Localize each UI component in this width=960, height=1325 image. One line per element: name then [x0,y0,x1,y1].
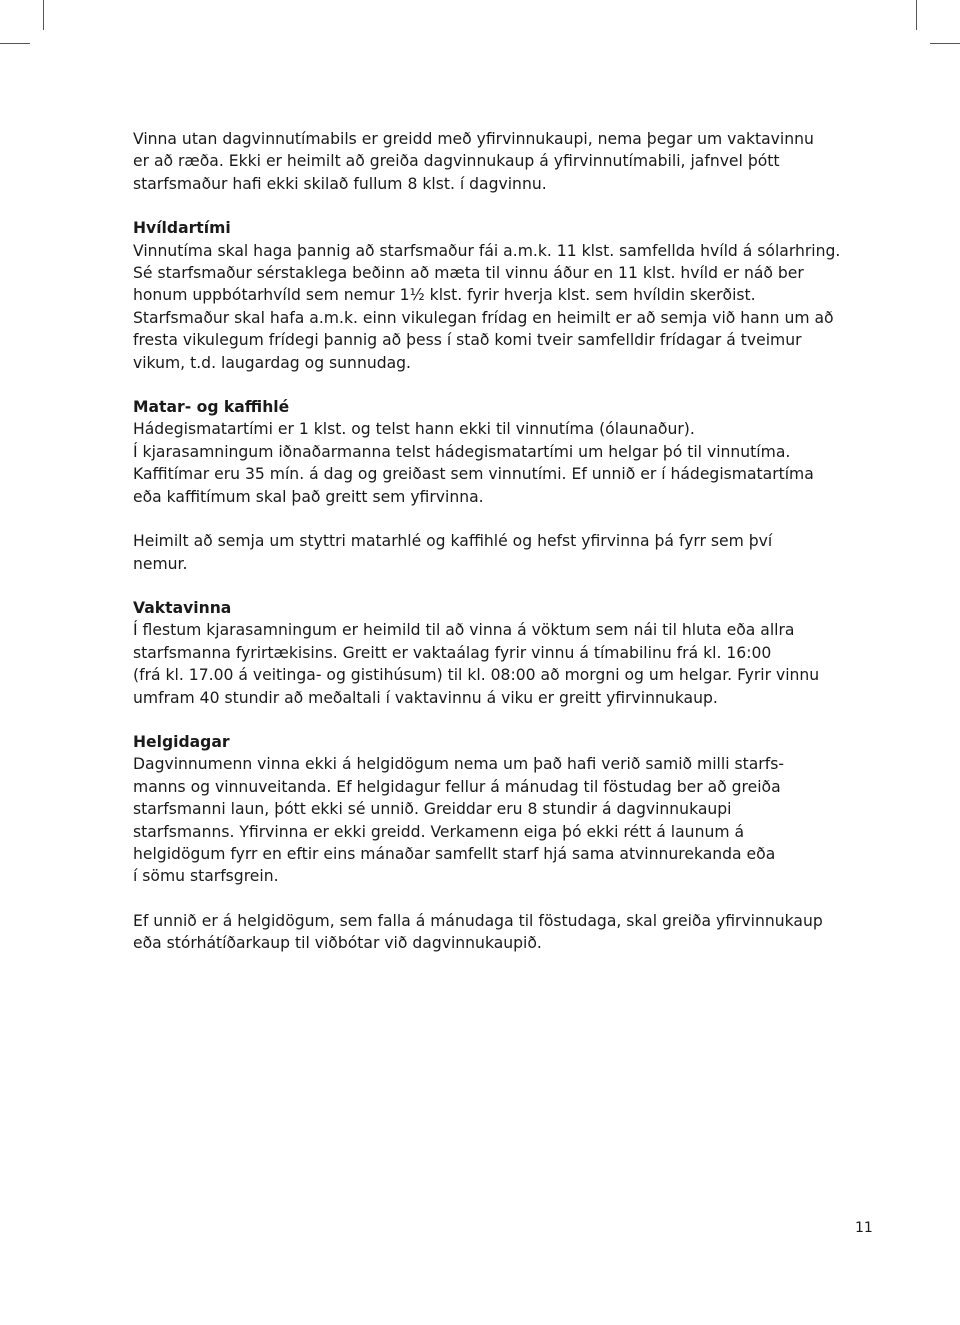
text-line: Í flestum kjarasamningum er heimild til að vinna á vöktum sem nái til hluta eða allra [133,621,795,640]
intro-paragraph [133,128,823,195]
text-line: Starfsmaður skal hafa a.m.k. einn vikulegan frídag en heimilt er að semja við hann um að [133,308,834,327]
section-rest-time [133,217,841,374]
text-line: starfsmanns. Yfirvinna er ekki greidd. Verkamenn eiga þó ekki rétt á launum á [133,822,745,841]
section-heading: Matar- og kaffihlé [133,398,290,417]
page-content [133,128,841,955]
section-heading: Vaktavinna [133,598,232,617]
text-line: helgidögum fyrr en eftir eins mánaðar samfellt starf hjá sama atvinnurekanda eða [133,844,776,863]
text-line: starfsmaður hafi ekki skilað fullum 8 klst. í dagvinnu. [133,174,547,193]
text-line: Heimilt að semja um styttri matarhlé og kaffihlé og hefst yfirvinna þá fyrr sem því [133,532,773,551]
crop-mark-top-left-vertical [43,0,44,30]
section-meal-breaks [133,396,823,508]
text-line: Sé starfsmaður sérstaklega beðinn að mæta til vinnu áður en 11 klst. hvíld er náð ber [133,264,804,283]
text-line: starfsmanna fyrirtækisins. Greitt er vaktaálag fyrir vinnu á tímabilinu frá kl. 16:00 [133,643,772,662]
paragraph-shorter-breaks [133,530,823,575]
section-holidays [133,731,823,888]
crop-mark-top-right-horizontal [930,43,960,44]
crop-mark-top-right-vertical [916,0,917,30]
text-line: Ef unnið er á helgidögum, sem falla á mánudaga til föstudaga, skal greiða yfirvinnukaup [133,911,823,930]
text-line: Hádegismatartími er 1 klst. og telst hann ekki til vinnutíma (ólaunaður). [133,420,695,439]
text-line: í sömu starfsgrein. [133,867,279,886]
text-line: Vinna utan dagvinnutímabils er greidd með yfirvinnukaupi, nema þegar um vaktavinnu [133,130,814,148]
text-line: eða stórhátíðarkaup til viðbótar við dagvinnukaupið. [133,934,542,953]
text-line: starfsmanni laun, þótt ekki sé unnið. Greiddar eru 8 stundir á dagvinnukaupi [133,800,732,819]
crop-mark-top-left-horizontal [0,43,30,44]
text-line: Dagvinnumenn vinna ekki á helgidögum nema um það hafi verið samið milli starfs- [133,755,784,774]
text-line: fresta vikulegum frídegi þannig að þess í stað komi tveir samfelldir frídagar á tveimur [133,331,802,350]
text-line: er að ræða. Ekki er heimilt að greiða dagvinnukaup á yfirvinnutímabili, jafnvel þótt [133,152,780,171]
text-line: nemur. [133,554,188,573]
section-shift-work [133,597,823,709]
text-line: (frá kl. 17.00 á veitinga- og gistihúsum) til kl. 08:00 að morgni og um helgar. Fyrir vinnu [133,666,820,685]
text-line: Kaffitímar eru 35 mín. á dag og greiðast sem vinnutími. Ef unnið er í hádegismatartíma [133,465,814,484]
paragraph-holiday-work [133,910,823,955]
text-line: Í kjarasamningum iðnaðarmanna telst hádegismatartími um helgar þó til vinnutíma. [133,442,791,461]
text-line: umfram 40 stundir að meðaltali í vaktavinnu á viku er greitt yfirvinnukaup. [133,688,718,707]
text-line: manns og vinnuveitanda. Ef helgidagur fellur á mánudag til föstudag ber að greiða [133,777,781,796]
text-line: vikum, t.d. laugardag og sunnudag. [133,353,412,372]
text-line: honum uppbótarhvíld sem nemur 1½ klst. fyrir hverja klst. sem hvíldin skerðist. [133,286,756,305]
section-heading: Helgidagar [133,732,230,751]
section-heading: Hvíldartími [133,219,231,238]
text-line: Vinnutíma skal haga þannig að starfsmaður fái a.m.k. 11 klst. samfellda hvíld á sólarhring. [133,241,841,260]
text-line: eða kaffitímum skal það greitt sem yfirvinna. [133,487,484,506]
page-number: 11 [855,1220,873,1236]
